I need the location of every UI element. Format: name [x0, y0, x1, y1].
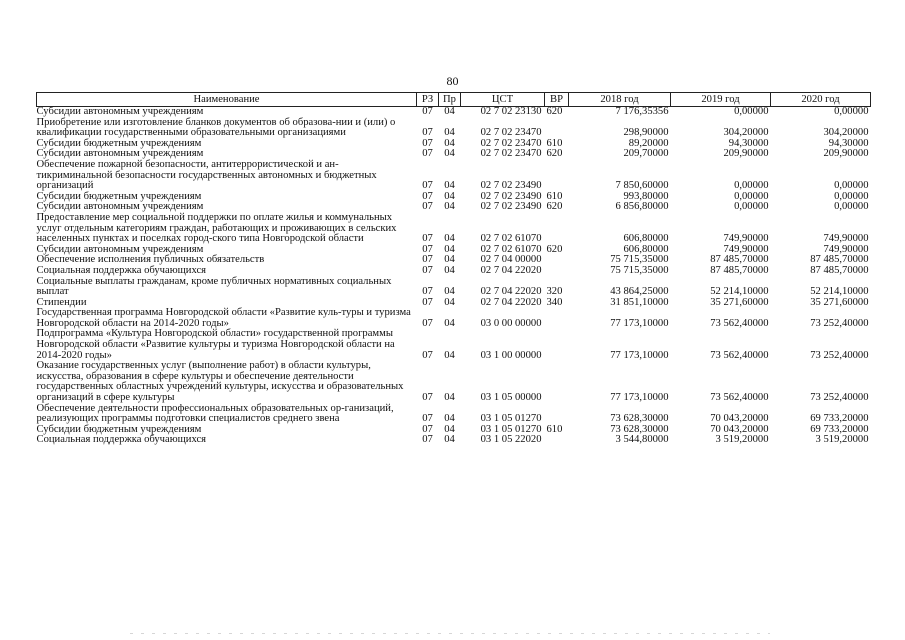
cell-pr: 04: [444, 423, 455, 435]
cell-name: Социальная поддержка обучающихся: [36, 264, 207, 276]
cell-cst: 02 7 02 23470: [480, 127, 542, 139]
cell-name: Субсидии автономным учреждениям: [36, 201, 204, 213]
table-row: [37, 404, 871, 425]
cell-2019: 304,20000: [723, 127, 769, 139]
cell-2018: 75 715,35000: [610, 264, 669, 276]
header-2020: 2020 год: [771, 93, 871, 107]
cell-2018: 606,80000: [623, 243, 669, 255]
cell-vr: 610: [546, 423, 563, 435]
scan-artifact: [130, 633, 770, 634]
cell-2020: 73 252,40000: [810, 392, 869, 404]
cell-vr: 620: [546, 148, 563, 160]
cell-pr: 04: [444, 127, 455, 139]
cell-rz: 07: [422, 201, 433, 213]
cell-vr: 320: [546, 286, 563, 298]
table-row: [37, 308, 871, 329]
cell-name: Социальные выплаты гражданам, кроме публичных нормативных социальных выплат: [36, 275, 392, 298]
cell-cst: 03 0 00 00000: [480, 317, 542, 329]
cell-2018: 77 173,10000: [610, 317, 669, 329]
cell-2018: 6 856,80000: [615, 201, 669, 213]
cell-name: Субсидии бюджетным учреждениям: [36, 137, 202, 149]
cell-2018: 209,70000: [623, 148, 669, 160]
cell-name: Социальная поддержка обучающихся: [36, 434, 207, 446]
cell-2019: 0,00000: [734, 201, 769, 213]
header-vr: ВР: [545, 93, 569, 107]
cell-2018: 7 850,60000: [615, 180, 669, 192]
cell-pr: 04: [444, 233, 455, 245]
cell-vr: [545, 213, 569, 245]
cell-name: Приобретение или изготовление бланков документов об образова-нии и (или) о квалификации государственными образовательными организациями: [36, 116, 396, 139]
cell-rz: 07: [422, 264, 433, 276]
cell-2020: 52 214,10000: [810, 286, 869, 298]
cell-vr: [545, 118, 569, 139]
cell-cst: 02 7 02 23490: [480, 201, 542, 213]
cell-2018: 73 628,30000: [610, 423, 669, 435]
cell-2020: 87 485,70000: [810, 254, 869, 266]
cell-rz: 07: [422, 190, 433, 202]
cell-2019: 209,90000: [723, 148, 769, 160]
cell-2018: 77 173,10000: [610, 349, 669, 361]
table-row: [37, 160, 871, 192]
table-row: [37, 118, 871, 139]
cell-2018: 298,90000: [623, 127, 669, 139]
cell-pr: 04: [444, 201, 455, 213]
cell-2019: 3 519,20000: [715, 434, 769, 446]
cell-2018: 89,20000: [628, 137, 669, 149]
cell-rz: 07: [422, 286, 433, 298]
cell-2019: 73 562,40000: [710, 392, 769, 404]
cell-cst: 02 7 02 23470: [480, 148, 542, 160]
header-pr: Пр: [439, 93, 461, 107]
cell-pr: 04: [444, 254, 455, 266]
cell-2019: 73 562,40000: [710, 317, 769, 329]
cell-name: Субсидии бюджетным учреждениям: [36, 190, 202, 202]
cell-name: Субсидии бюджетным учреждениям: [36, 423, 202, 435]
cell-2019: 749,90000: [723, 233, 769, 245]
cell-cst: 02 7 02 61070: [480, 233, 542, 245]
cell-rz: 07: [422, 392, 433, 404]
cell-rz: 07: [422, 317, 433, 329]
cell-vr: [545, 255, 569, 266]
cell-pr: 04: [444, 413, 455, 425]
cell-name: Подпрограмма «Культура Новгородской области» государственной программы Новгородской области «Развитие культуры и туризма Новгородской области на 2014-2020 годы»: [36, 328, 395, 361]
cell-rz: 07: [422, 106, 433, 117]
cell-name: Обеспечение деятельности профессиональных образовательных ор-ганизаций, реализующих программы подготовки специалистов среднего звена: [36, 402, 394, 425]
cell-2019: 70 043,20000: [710, 413, 769, 425]
cell-cst: 02 7 04 00000: [480, 254, 542, 266]
cell-pr: 04: [444, 434, 455, 446]
cell-name: Государственная программа Новгородской области «Развитие куль-туры и туризма Новгородской области на 2014-2020 годы»: [36, 307, 411, 329]
cell-pr: 04: [444, 317, 455, 329]
cell-cst: 03 1 05 01270: [480, 413, 542, 425]
table-row: [37, 266, 871, 277]
header-2019: 2019 год: [671, 93, 771, 107]
cell-2020: 209,90000: [823, 148, 869, 160]
cell-rz: 07: [422, 137, 433, 149]
cell-2019: 35 271,60000: [710, 296, 769, 308]
header-2018: 2018 год: [569, 93, 671, 107]
cell-name: Оказание государственных услуг (выполнение работ) в области культуры, искусства, образования в сфере культуры и обеспечение деятельности государственных областных учреждений культуры, искусства и образовательных организаций в сфере культуры: [36, 360, 404, 404]
cell-2018: 606,80000: [623, 233, 669, 245]
cell-2020: 73 252,40000: [810, 317, 869, 329]
cell-2019: 73 562,40000: [710, 349, 769, 361]
cell-2020: 0,00000: [834, 180, 869, 192]
cell-2020: 749,90000: [823, 233, 869, 245]
cell-name: Субсидии автономным учреждениям: [36, 148, 204, 160]
cell-2020: 749,90000: [823, 243, 869, 255]
cell-cst: 02 7 04 22020: [480, 286, 542, 298]
page-number: 80: [446, 74, 459, 88]
table-row: [37, 213, 871, 245]
header-cst: ЦСТ: [461, 93, 545, 107]
cell-2018: 75 715,35000: [610, 254, 669, 266]
cell-2020: 73 252,40000: [810, 349, 869, 361]
cell-pr: 04: [444, 106, 455, 117]
cell-2020: 94,30000: [828, 137, 869, 149]
cell-cst: 02 7 04 22020: [480, 296, 542, 308]
cell-pr: 04: [444, 180, 455, 192]
cell-vr: [545, 404, 569, 425]
cell-2019: 0,00000: [734, 190, 769, 202]
header-row: [37, 93, 871, 107]
cell-cst: 02 7 02 23470: [480, 137, 542, 149]
cell-cst: 02 7 02 23490: [480, 190, 542, 202]
cell-cst: 02 7 02 23490: [480, 180, 542, 192]
cell-2019: 749,90000: [723, 243, 769, 255]
table-header: [37, 93, 871, 107]
cell-2019: 87 485,70000: [710, 264, 769, 276]
cell-pr: 04: [444, 190, 455, 202]
cell-2020: 69 733,20000: [810, 423, 869, 435]
cell-name: Обеспечение пожарной безопасности, антитеррористической и ан-тикриминальной безопасности государственных автономных и бюджетных организаций: [36, 158, 377, 192]
cell-vr: 620: [546, 106, 563, 117]
cell-2020: 87 485,70000: [810, 264, 869, 276]
cell-pr: 04: [444, 137, 455, 149]
cell-2019: 87 485,70000: [710, 254, 769, 266]
cell-pr: 04: [444, 148, 455, 160]
cell-vr: 340: [546, 296, 563, 308]
cell-name: Предоставление мер социальной поддержки по оплате жилья и коммунальных услуг отдельным категориям граждан, работающих и проживающих в сельских населенных пунктах и поселках город-ского типа Новгородской области: [36, 211, 397, 245]
cell-rz: 07: [422, 349, 433, 361]
cell-2020: 0,00000: [834, 106, 869, 117]
cell-2018: 7 176,35356: [615, 106, 669, 117]
cell-rz: 07: [422, 180, 433, 192]
cell-cst: 03 1 00 00000: [480, 349, 542, 361]
cell-vr: 620: [546, 201, 563, 213]
cell-2019: 52 214,10000: [710, 286, 769, 298]
cell-2018: 993,80000: [623, 190, 669, 202]
cell-2018: 43 864,25000: [610, 286, 669, 298]
table-body: [37, 107, 871, 447]
cell-cst: 02 7 04 22020: [480, 264, 542, 276]
cell-vr: [545, 308, 569, 329]
cell-vr: [545, 361, 569, 403]
cell-2018: 77 173,10000: [610, 392, 669, 404]
cell-vr: 620: [546, 243, 563, 255]
cell-rz: 07: [422, 254, 433, 266]
table-row: [37, 435, 871, 446]
cell-rz: 07: [422, 423, 433, 435]
cell-vr: 610: [546, 137, 563, 149]
cell-2020: 3 519,20000: [815, 434, 869, 446]
cell-rz: 07: [422, 243, 433, 255]
cell-name: Стипендии: [36, 296, 87, 308]
cell-name: Обеспечение исполнения публичных обязательств: [36, 254, 265, 266]
header-rz: РЗ: [417, 93, 439, 107]
cell-rz: 07: [422, 296, 433, 308]
cell-pr: 04: [444, 264, 455, 276]
cell-cst: 03 1 05 00000: [480, 392, 542, 404]
cell-rz: 07: [422, 148, 433, 160]
cell-2020: 35 271,60000: [810, 296, 869, 308]
cell-cst: 03 1 05 22020: [480, 434, 542, 446]
cell-2018: 3 544,80000: [615, 434, 669, 446]
cell-rz: 07: [422, 434, 433, 446]
cell-2020: 69 733,20000: [810, 413, 869, 425]
table-row: [37, 361, 871, 403]
cell-2020: 0,00000: [834, 190, 869, 202]
cell-pr: 04: [444, 296, 455, 308]
cell-pr: 04: [444, 243, 455, 255]
cell-2020: 304,20000: [823, 127, 869, 139]
cell-2018: 31 851,10000: [610, 296, 669, 308]
cell-name: Субсидии автономным учреждениям: [36, 106, 204, 117]
cell-2020: 0,00000: [834, 201, 869, 213]
table-row: [37, 277, 871, 298]
cell-rz: 07: [422, 127, 433, 139]
cell-vr: [545, 160, 569, 192]
table-row: [37, 107, 871, 118]
cell-name: Субсидии автономным учреждениям: [36, 243, 204, 255]
cell-cst: 03 1 05 01270: [480, 423, 542, 435]
cell-2018: 73 628,30000: [610, 413, 669, 425]
budget-table: [36, 92, 871, 446]
cell-cst: 02 7 02 61070: [480, 243, 542, 255]
table-row: [37, 329, 871, 361]
cell-2019: 0,00000: [734, 180, 769, 192]
header-name: Наименование: [37, 93, 417, 107]
cell-vr: [545, 435, 569, 446]
cell-2019: 94,30000: [728, 137, 769, 149]
cell-pr: 04: [444, 286, 455, 298]
cell-vr: [545, 329, 569, 361]
cell-vr: 610: [546, 190, 563, 202]
cell-rz: 07: [422, 233, 433, 245]
cell-rz: 07: [422, 413, 433, 425]
cell-2019: 70 043,20000: [710, 423, 769, 435]
cell-cst: 02 7 02 23130: [480, 106, 542, 117]
cell-pr: 04: [444, 349, 455, 361]
cell-vr: [545, 266, 569, 277]
cell-2019: 0,00000: [734, 106, 769, 117]
cell-pr: 04: [444, 392, 455, 404]
